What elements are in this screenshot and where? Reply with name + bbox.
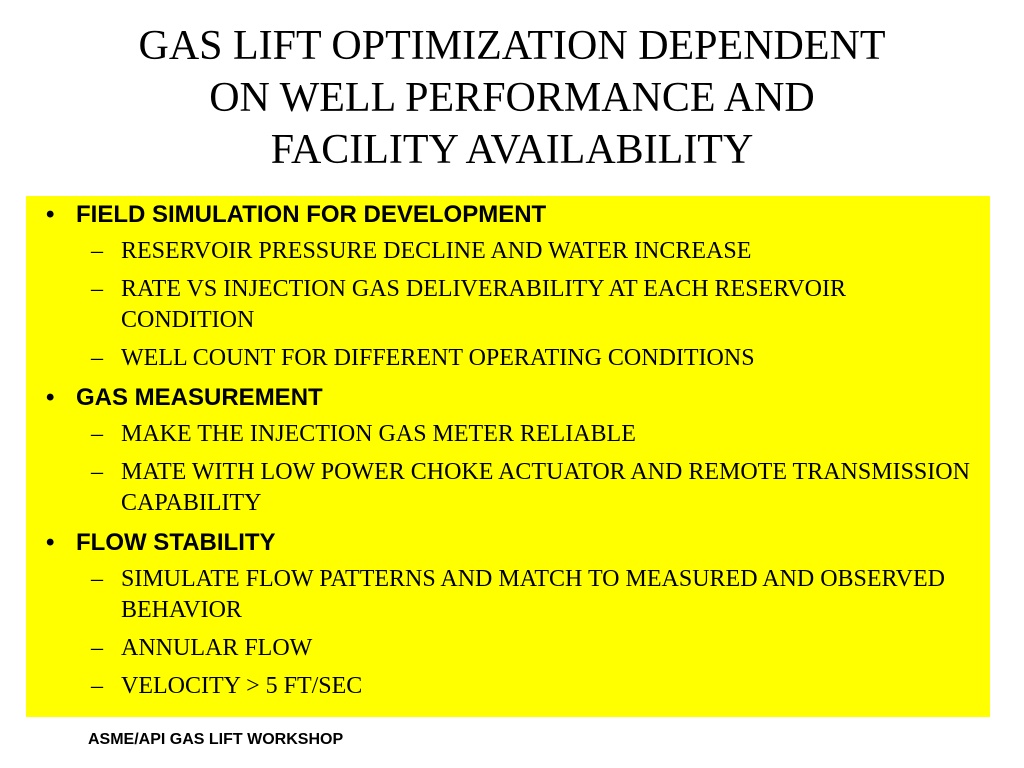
section-heading — [46, 381, 978, 419]
bullet-icon: • — [46, 201, 55, 228]
bullet-icon: • — [46, 384, 55, 411]
section-gas-measurement — [46, 381, 978, 519]
bullet-icon: • — [46, 529, 55, 556]
section-flow-stability — [46, 526, 978, 702]
list-item-text: RESERVOIR PRESSURE DECLINE AND WATER INCREASE — [121, 238, 752, 264]
dash-icon: – — [91, 673, 103, 699]
list-item — [46, 343, 978, 374]
slide-title-line: FACILITY AVAILABILITY — [270, 127, 754, 173]
slide-title-line: ON WELL PERFORMANCE AND — [209, 75, 815, 121]
list-item — [46, 236, 978, 267]
section-field-simulation — [46, 198, 978, 374]
section-heading — [46, 526, 978, 564]
dash-icon: – — [91, 421, 103, 447]
dash-icon: – — [91, 566, 103, 592]
list-item-text: MAKE THE INJECTION GAS METER RELIABLE — [121, 421, 636, 447]
sub-list — [46, 419, 978, 519]
section-heading-text: GAS MEASUREMENT — [76, 384, 323, 411]
list-item-text: VELOCITY > 5 FT/SEC — [121, 673, 363, 699]
sub-list — [46, 236, 978, 374]
slide-title — [0, 20, 1024, 176]
sub-list — [46, 564, 978, 702]
section-heading — [46, 198, 978, 236]
list-item-text: WELL COUNT FOR DIFFERENT OPERATING CONDITIONS — [121, 345, 755, 371]
list-item-text: SIMULATE FLOW PATTERNS AND MATCH TO MEASURED AND OBSERVED BEHAVIOR — [121, 566, 945, 623]
dash-icon: – — [91, 276, 103, 302]
dash-icon: – — [91, 459, 103, 485]
list-item — [46, 564, 978, 626]
section-heading-text: FIELD SIMULATION FOR DEVELOPMENT — [76, 201, 547, 228]
dash-icon: – — [91, 345, 103, 371]
slide-title-line: GAS LIFT OPTIMIZATION DEPENDENT — [138, 23, 886, 69]
list-item-text: RATE VS INJECTION GAS DELIVERABILITY AT EACH RESERVOIR CONDITION — [121, 276, 846, 333]
dash-icon: – — [91, 635, 103, 661]
list-item — [46, 633, 978, 664]
content-box — [26, 196, 990, 717]
list-item — [46, 457, 978, 519]
list-item-text: MATE WITH LOW POWER CHOKE ACTUATOR AND REMOTE TRANSMISSION CAPABILITY — [121, 459, 970, 516]
list-item-text: ANNULAR FLOW — [121, 635, 313, 661]
dash-icon: – — [91, 238, 103, 264]
list-item — [46, 671, 978, 702]
section-heading-text: FLOW STABILITY — [76, 529, 276, 556]
list-item — [46, 274, 978, 336]
list-item — [46, 419, 978, 450]
footer-text: ASME/API GAS LIFT WORKSHOP — [88, 731, 344, 748]
